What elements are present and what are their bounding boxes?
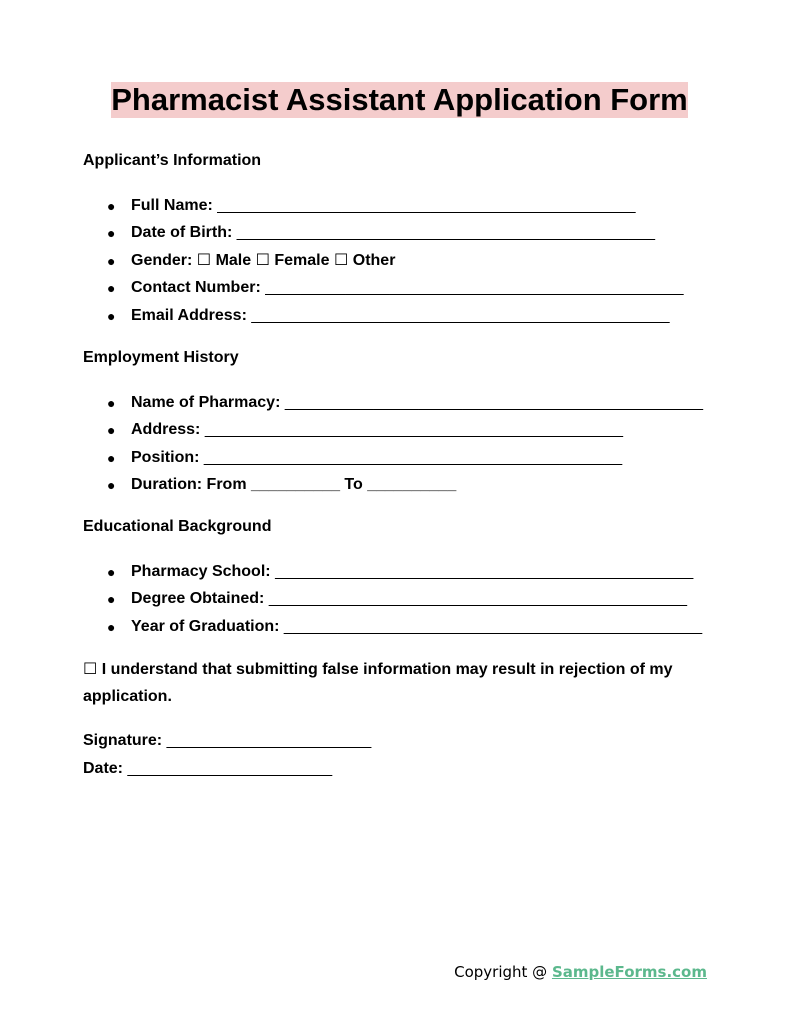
field-full-name — [83, 196, 723, 223]
fill-in-line[interactable]: _______________________________________________ — [275, 563, 694, 580]
field-label: Pharmacy School: — [131, 563, 271, 580]
field-contact-number — [83, 278, 723, 305]
brand-link[interactable]: SampleForms.com — [551, 963, 707, 981]
section-heading-employment: Employment History — [83, 349, 239, 366]
education-field-list — [83, 562, 723, 644]
declaration-checkbox-text[interactable]: ☐ I understand that submitting false information may result in rejection of my application. — [83, 661, 673, 705]
field-address — [83, 420, 723, 447]
fill-in-line[interactable]: _______________________________________________ — [251, 306, 670, 324]
bullet-icon: ● — [107, 422, 116, 439]
bullet-icon: ● — [107, 280, 116, 297]
bullet-icon: ● — [107, 591, 116, 608]
signature-line[interactable]: _______________________ — [166, 732, 372, 749]
fill-in-line[interactable]: _______________________________________________ — [204, 421, 624, 439]
field-duration — [83, 475, 723, 502]
field-label: Position: — [131, 448, 200, 466]
fill-in-line[interactable]: _______________________________________________ — [217, 197, 636, 214]
fill-in-line[interactable]: _______________________________________________ — [203, 448, 623, 466]
bullet-icon: ● — [107, 395, 116, 411]
fill-in-line[interactable]: _______________________________________________ — [283, 617, 703, 635]
field-pharmacy-school — [83, 562, 723, 589]
field-label: Degree Obtained: — [131, 590, 265, 608]
field-year-of-graduation — [83, 617, 723, 644]
fill-in-line[interactable]: _______________________________________________ — [268, 590, 688, 608]
field-label: Full Name: — [131, 197, 213, 214]
field-label[interactable]: Duration: From __________ To __________ — [131, 476, 457, 494]
bullet-icon: ● — [107, 307, 116, 324]
bullet-icon: ● — [107, 618, 116, 635]
field-label: Year of Graduation: — [131, 617, 280, 635]
bullet-icon: ● — [107, 449, 116, 466]
date-line[interactable]: _______________________ — [127, 760, 333, 777]
section-heading-applicant: Applicant’s Information — [83, 152, 262, 169]
applicant-field-list — [83, 196, 723, 333]
title-container — [0, 82, 799, 118]
copyright-footer — [454, 963, 707, 981]
field-degree-obtained — [83, 589, 723, 616]
field-label[interactable]: Gender: ☐ Male ☐ Female ☐ Other — [131, 251, 396, 269]
employment-field-list — [83, 393, 723, 503]
field-name-of-pharmacy — [83, 393, 723, 420]
field-label: Address: — [131, 421, 201, 439]
copyright-prefix: Copyright @ — [454, 963, 552, 981]
bullet-icon: ● — [107, 225, 116, 242]
field-label: Name of Pharmacy: — [131, 394, 281, 411]
field-label: Date of Birth: — [131, 224, 233, 242]
signature-label: Signature: — [83, 732, 163, 749]
signature-row — [83, 732, 371, 750]
page-title: Pharmacist Assistant Application Form — [111, 82, 688, 117]
field-label: Email Address: — [131, 306, 247, 324]
field-gender — [83, 251, 723, 278]
fill-in-line[interactable]: _______________________________________________ — [265, 279, 684, 297]
date-label: Date: — [83, 760, 124, 777]
fill-in-line[interactable]: _______________________________________________ — [236, 224, 656, 242]
bullet-icon: ● — [107, 564, 116, 580]
field-email-address — [83, 306, 723, 333]
field-position — [83, 448, 723, 475]
bullet-icon: ● — [107, 198, 116, 214]
date-row — [83, 760, 332, 778]
field-date-of-birth — [83, 223, 723, 250]
section-heading-education: Educational Background — [83, 518, 272, 535]
fill-in-line[interactable]: _______________________________________________ — [284, 394, 704, 411]
field-label: Contact Number: — [131, 279, 261, 297]
bullet-icon: ● — [107, 477, 116, 494]
bullet-icon: ● — [107, 252, 116, 269]
